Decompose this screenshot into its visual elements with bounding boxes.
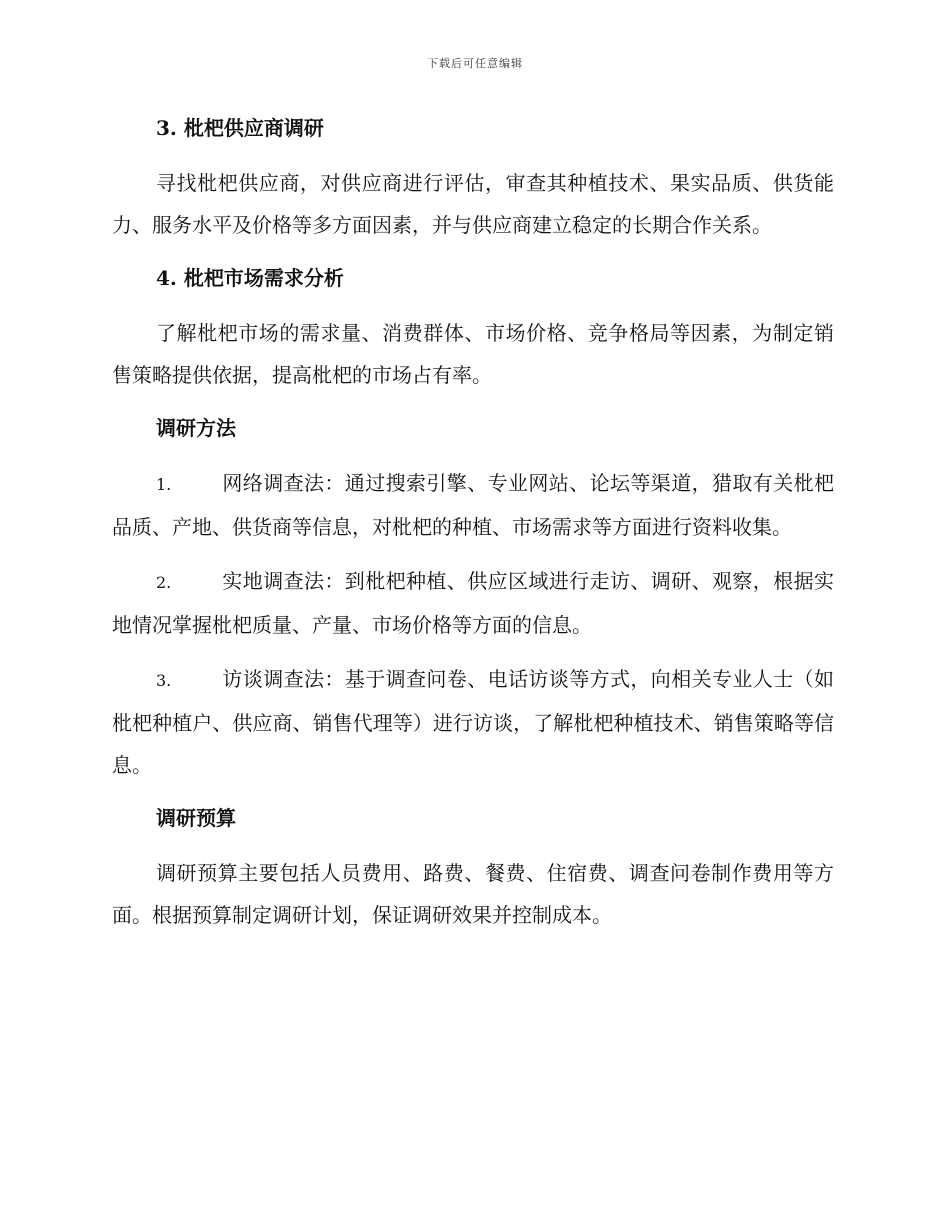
list-item-text: 访谈调查法：基于调查问卷、电话访谈等方式，向相关专业人士（如枇杷种植户、供应商、销售代理等）进行访谈，了解枇杷种植技术、销售策略等信息。 (112, 667, 834, 777)
section-heading-methods: 调研方法 (156, 416, 236, 440)
list-item-number: 1. (156, 475, 172, 494)
section-paragraph-demand: 了解枇杷市场的需求量、消费群体、市场价格、竞争格局等因素，为制定销售策略提供依据，提高枇杷的市场占有率。 (112, 321, 834, 387)
list-item (112, 560, 834, 646)
section-heading-supplier: 3. 枇杷供应商调研 (156, 116, 324, 140)
section-paragraph-budget: 调研预算主要包括人员费用、路费、餐费、住宿费、调查问卷制作费用等方面。根据预算制定调研计划，保证调研效果并控制成本。 (112, 861, 834, 927)
list-item-number: 3. (156, 671, 172, 690)
section-paragraph-supplier: 寻找枇杷供应商，对供应商进行评估，审查其种植技术、果实品质、供货能力、服务水平及价格等多方面因素，并与供应商建立稳定的长期合作关系。 (112, 171, 834, 237)
list-item-text: 实地调查法：到枇杷种植、供应区域进行走访、调研、观察，根据实地情况掌握枇杷质量、产量、市场价格等方面的信息。 (112, 569, 834, 637)
list-item-number: 2. (156, 573, 172, 592)
document-body (112, 108, 834, 948)
list-item (112, 462, 834, 548)
section-heading-budget: 调研预算 (156, 806, 236, 830)
page-header: 下载后可任意编辑 (427, 57, 523, 70)
list-item (112, 658, 834, 786)
section-heading-demand: 4. 枇杷市场需求分析 (156, 266, 344, 290)
list-item-text: 网络调查法：通过搜索引擎、专业网站、论坛等渠道，猎取有关枇杷品质、产地、供货商等信息，对枇杷的种植、市场需求等方面进行资料收集。 (112, 471, 834, 539)
